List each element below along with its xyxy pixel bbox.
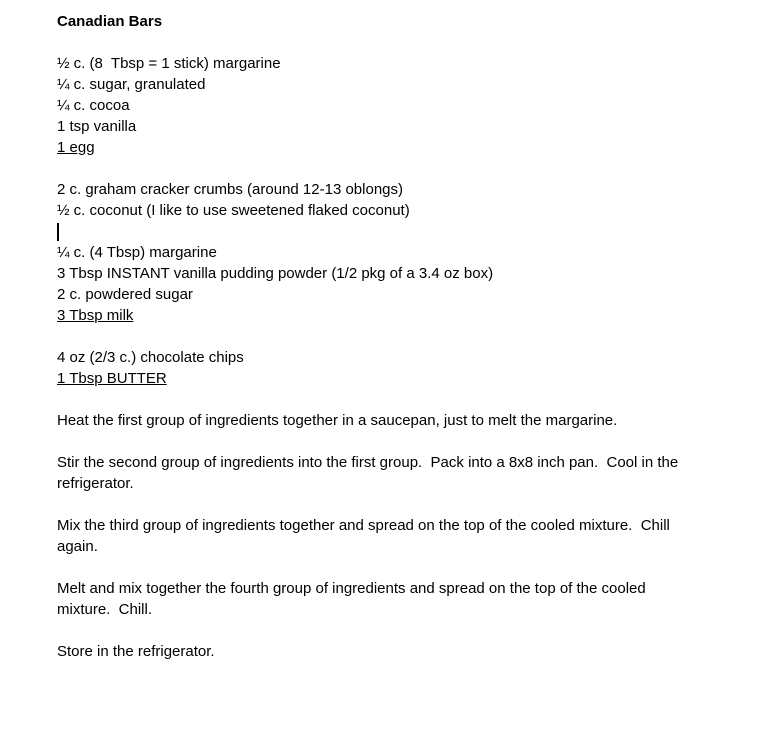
ingredient-line-underlined: 1 egg bbox=[57, 139, 95, 156]
blank-line bbox=[57, 326, 736, 347]
instruction-line: Store in the refrigerator. bbox=[57, 643, 215, 660]
instruction-line: Mix the third group of ingredients together and spread on the top of the cooled mixture. Chill bbox=[57, 517, 670, 534]
text-cursor bbox=[57, 223, 59, 241]
ingredient-line: 1 tsp vanilla bbox=[57, 118, 137, 135]
ingredient-line: 2 c. graham cracker crumbs (around 12-13 oblongs) bbox=[57, 181, 403, 198]
blank-line bbox=[57, 32, 736, 53]
blank-line bbox=[57, 557, 736, 578]
instruction-line: Stir the second group of ingredients into the first group. Pack into a 8x8 inch pan. Cool in the bbox=[57, 454, 679, 471]
ingredient-line: ½ c. (8 Tbsp = 1 stick) margarine bbox=[57, 55, 281, 72]
ingredient-line: 2 c. powdered sugar bbox=[57, 286, 193, 303]
blank-line bbox=[57, 158, 736, 179]
blank-line bbox=[57, 431, 736, 452]
ingredient-line-underlined: 1 Tbsp BUTTER bbox=[57, 370, 167, 387]
instruction-line: Heat the first group of ingredients together in a saucepan, just to melt the margarine. bbox=[57, 412, 618, 429]
instruction-line: refrigerator. bbox=[57, 475, 134, 492]
caret-line bbox=[57, 221, 736, 242]
instruction-line: mixture. Chill. bbox=[57, 601, 153, 618]
blank-line bbox=[57, 620, 736, 641]
ingredient-line: ¼ c. cocoa bbox=[57, 97, 130, 114]
ingredient-line: ½ c. coconut (I like to use sweetened flaked coconut) bbox=[57, 202, 410, 219]
ingredient-line: 3 Tbsp INSTANT vanilla pudding powder (1/2 pkg of a 3.4 oz box) bbox=[57, 265, 494, 282]
blank-line bbox=[57, 494, 736, 515]
ingredient-line: ¼ c. (4 Tbsp) margarine bbox=[57, 244, 217, 261]
ingredient-line-underlined: 3 Tbsp milk bbox=[57, 307, 134, 324]
blank-line bbox=[57, 389, 736, 410]
ingredient-line: ¼ c. sugar, granulated bbox=[57, 76, 206, 93]
instruction-line: again. bbox=[57, 538, 98, 555]
instruction-line: Melt and mix together the fourth group of ingredients and spread on the top of the cooled bbox=[57, 580, 646, 597]
ingredient-line: 4 oz (2/3 c.) chocolate chips bbox=[57, 349, 244, 366]
recipe-title: Canadian Bars bbox=[57, 13, 163, 30]
